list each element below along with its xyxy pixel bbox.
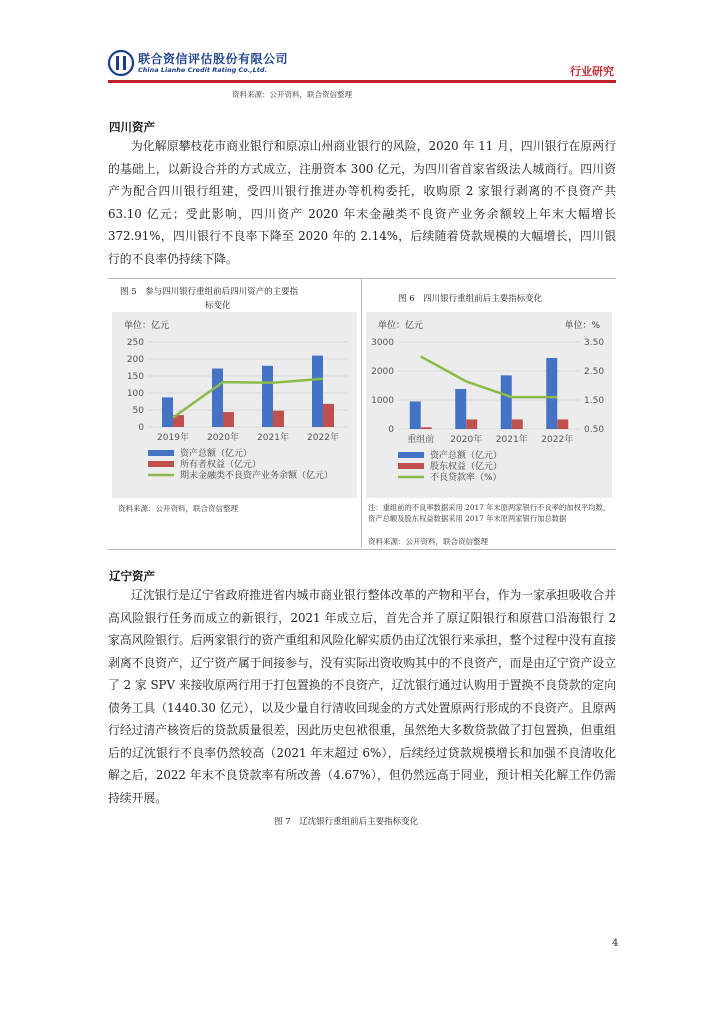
legend-swatch	[148, 461, 174, 467]
section-title-sichuan: 四川资产	[109, 120, 155, 134]
bar	[162, 397, 173, 427]
y-tick-label-right: 1.50	[584, 396, 605, 406]
paragraph-liaoning	[108, 584, 616, 809]
bar	[323, 404, 334, 427]
y-tick-label: 1000	[371, 396, 394, 406]
y-tick-label: 100	[126, 389, 144, 399]
top-source-note: 资料来源：公开资料，联合资信整理	[232, 90, 352, 99]
bar	[421, 427, 432, 429]
x-tick-label: 2021年	[257, 433, 289, 443]
y-tick-label-right: 0.50	[584, 425, 605, 435]
legend-swatch	[148, 450, 174, 456]
legend-label: 资产总额（亿元）	[430, 451, 503, 461]
y-tick-label: 200	[126, 355, 144, 365]
legend-label: 资产总额（亿元）	[180, 449, 253, 459]
bar	[557, 419, 568, 429]
bar	[262, 366, 273, 427]
fig5-chart	[112, 312, 357, 498]
company-logo-icon	[108, 50, 134, 76]
fig6-chart-area	[366, 312, 612, 498]
fig5-chart-area	[112, 312, 357, 498]
y-tick-label-right: 3.50	[584, 338, 605, 348]
paragraph-text: 辽沈银行是辽宁省政府推进省内城市商业银行整体改革的产物和平台，作为一家承担吸收合并高风险银行任务而成立的新银行，2021 年成立后，首先合并了原辽阳银行和原营口沿海银行 2 家高风险银行。后两家银行的资产重组和风险化解实质仍由辽沈银行来承担，整个过程中没有直接剥离不良资产，辽宁资产属于间接参与，没有实际出资收购其中的不良资产，而是由辽宁资产设立了 2 家 SPV 来接收原两行用于打包置换的不良资产，辽沈银行通过认购用于置换不良贷款的定向债务工具（1440.30 亿元），以及少量自行清收回现金的方式处置原两行形成的不良资产。且原两行经过清产核资后的贷款质量很差，因此历史包袱很重，虽然绝大多数贷款做了打包置换，但重组后的辽沈银行不良率仍然较高（2021 年末超过 6%），后续经过贷款规模增长和加强不良清收化解之后，2022 年末不良贷款率有所改善（4.67%），但仍然远高于同业，预计相关化解工作仍需持续开展。	[108, 588, 616, 805]
x-tick-label: 2020年	[450, 435, 483, 445]
bar	[455, 389, 466, 429]
fig5-source: 资料来源：公开资料，联合资信整理	[118, 504, 238, 513]
y-tick-label: 250	[126, 338, 144, 348]
fig6-source: 资料来源：公开资料，联合资信整理	[368, 537, 488, 546]
x-tick-label: 重组前	[407, 435, 435, 445]
fig6-caption: 图 6 四川银行重组前后主要指标变化	[398, 294, 543, 304]
y-tick-label: 50	[132, 406, 144, 416]
bar	[212, 369, 223, 427]
legend-swatch	[398, 452, 424, 458]
figure-divider	[361, 278, 362, 548]
x-tick-label: 2021年	[495, 435, 528, 445]
x-tick-label: 2020年	[207, 433, 239, 443]
y-tick-label: 0	[388, 425, 394, 435]
y-tick-label: 150	[126, 372, 144, 382]
bar	[223, 412, 234, 427]
bar	[466, 419, 477, 429]
fig6-chart	[366, 312, 612, 498]
y-tick-label: 0	[138, 423, 144, 433]
bar	[312, 356, 323, 427]
unit-label: 单位：亿元	[124, 321, 170, 331]
y-tick-label: 3000	[371, 338, 394, 348]
bar	[501, 375, 512, 429]
fig7-caption: 图 7 辽沈银行重组前后主要指标变化	[274, 817, 419, 827]
section-tag: 行业研究	[570, 65, 614, 78]
fig6-note: 注：重组前的不良率数据采用 2017 年末原两家银行不良率的加权平均数，资产总额及股东权益数据采用 2017 年末原两家银行加总数据	[368, 503, 611, 523]
company-name-en: China Lianhe Credit Rating Co.,Ltd.	[138, 66, 268, 74]
page-number: 4	[612, 938, 619, 949]
legend-label: 不良贷款率（%）	[430, 473, 502, 483]
y-tick-label-right: 2.50	[584, 367, 605, 377]
fig5-caption-line1: 图 5 参与四川银行重组前后四川资产的主要指	[120, 287, 299, 297]
company-name-cn: 联合资信评估股份有限公司	[138, 52, 289, 66]
paragraph-text: 为化解原攀枝花市商业银行和原凉山州商业银行的风险，2020 年 11 月，四川银行在原两行的基础上，以新设合并的方式成立，注册资本 300 亿元，为四川省首家省级法人城商行。四川资产为配合四川银行组建，受四川银行推进办等机构委托，收购原 2 家银行剥离的不良资产共 63.10 亿元；受此影响，四川资产 2020 年末金融类不良资产业务余额较上年末大幅增长 372.91%，四川银行不良率下降至 2020 年的 2.14%，后续随着贷款规模的大幅增长，四川银行的不良率仍持续下降。	[108, 139, 616, 266]
x-tick-label: 2019年	[157, 433, 189, 443]
unit-label-right: 单位：%	[564, 321, 600, 331]
section-title-liaoning: 辽宁资产	[109, 569, 155, 583]
bar	[512, 419, 523, 429]
legend-label: 所有者权益（亿元）	[180, 460, 262, 470]
legend-label: 期末金融类不良资产业务余额（亿元）	[180, 471, 334, 481]
bar	[410, 401, 421, 429]
series-line	[421, 357, 558, 398]
fig5-caption-line2: 标变化	[205, 301, 231, 311]
bar	[546, 358, 557, 429]
header-divider	[108, 80, 616, 83]
series-line	[173, 379, 323, 418]
unit-label: 单位：亿元	[378, 321, 424, 331]
x-tick-label: 2022年	[541, 435, 574, 445]
bar	[273, 411, 284, 427]
y-tick-label: 2000	[371, 367, 394, 377]
paragraph-sichuan	[108, 135, 616, 270]
x-tick-label: 2022年	[307, 433, 339, 443]
legend-label: 股东权益（亿元）	[430, 462, 503, 472]
legend-swatch	[398, 463, 424, 469]
